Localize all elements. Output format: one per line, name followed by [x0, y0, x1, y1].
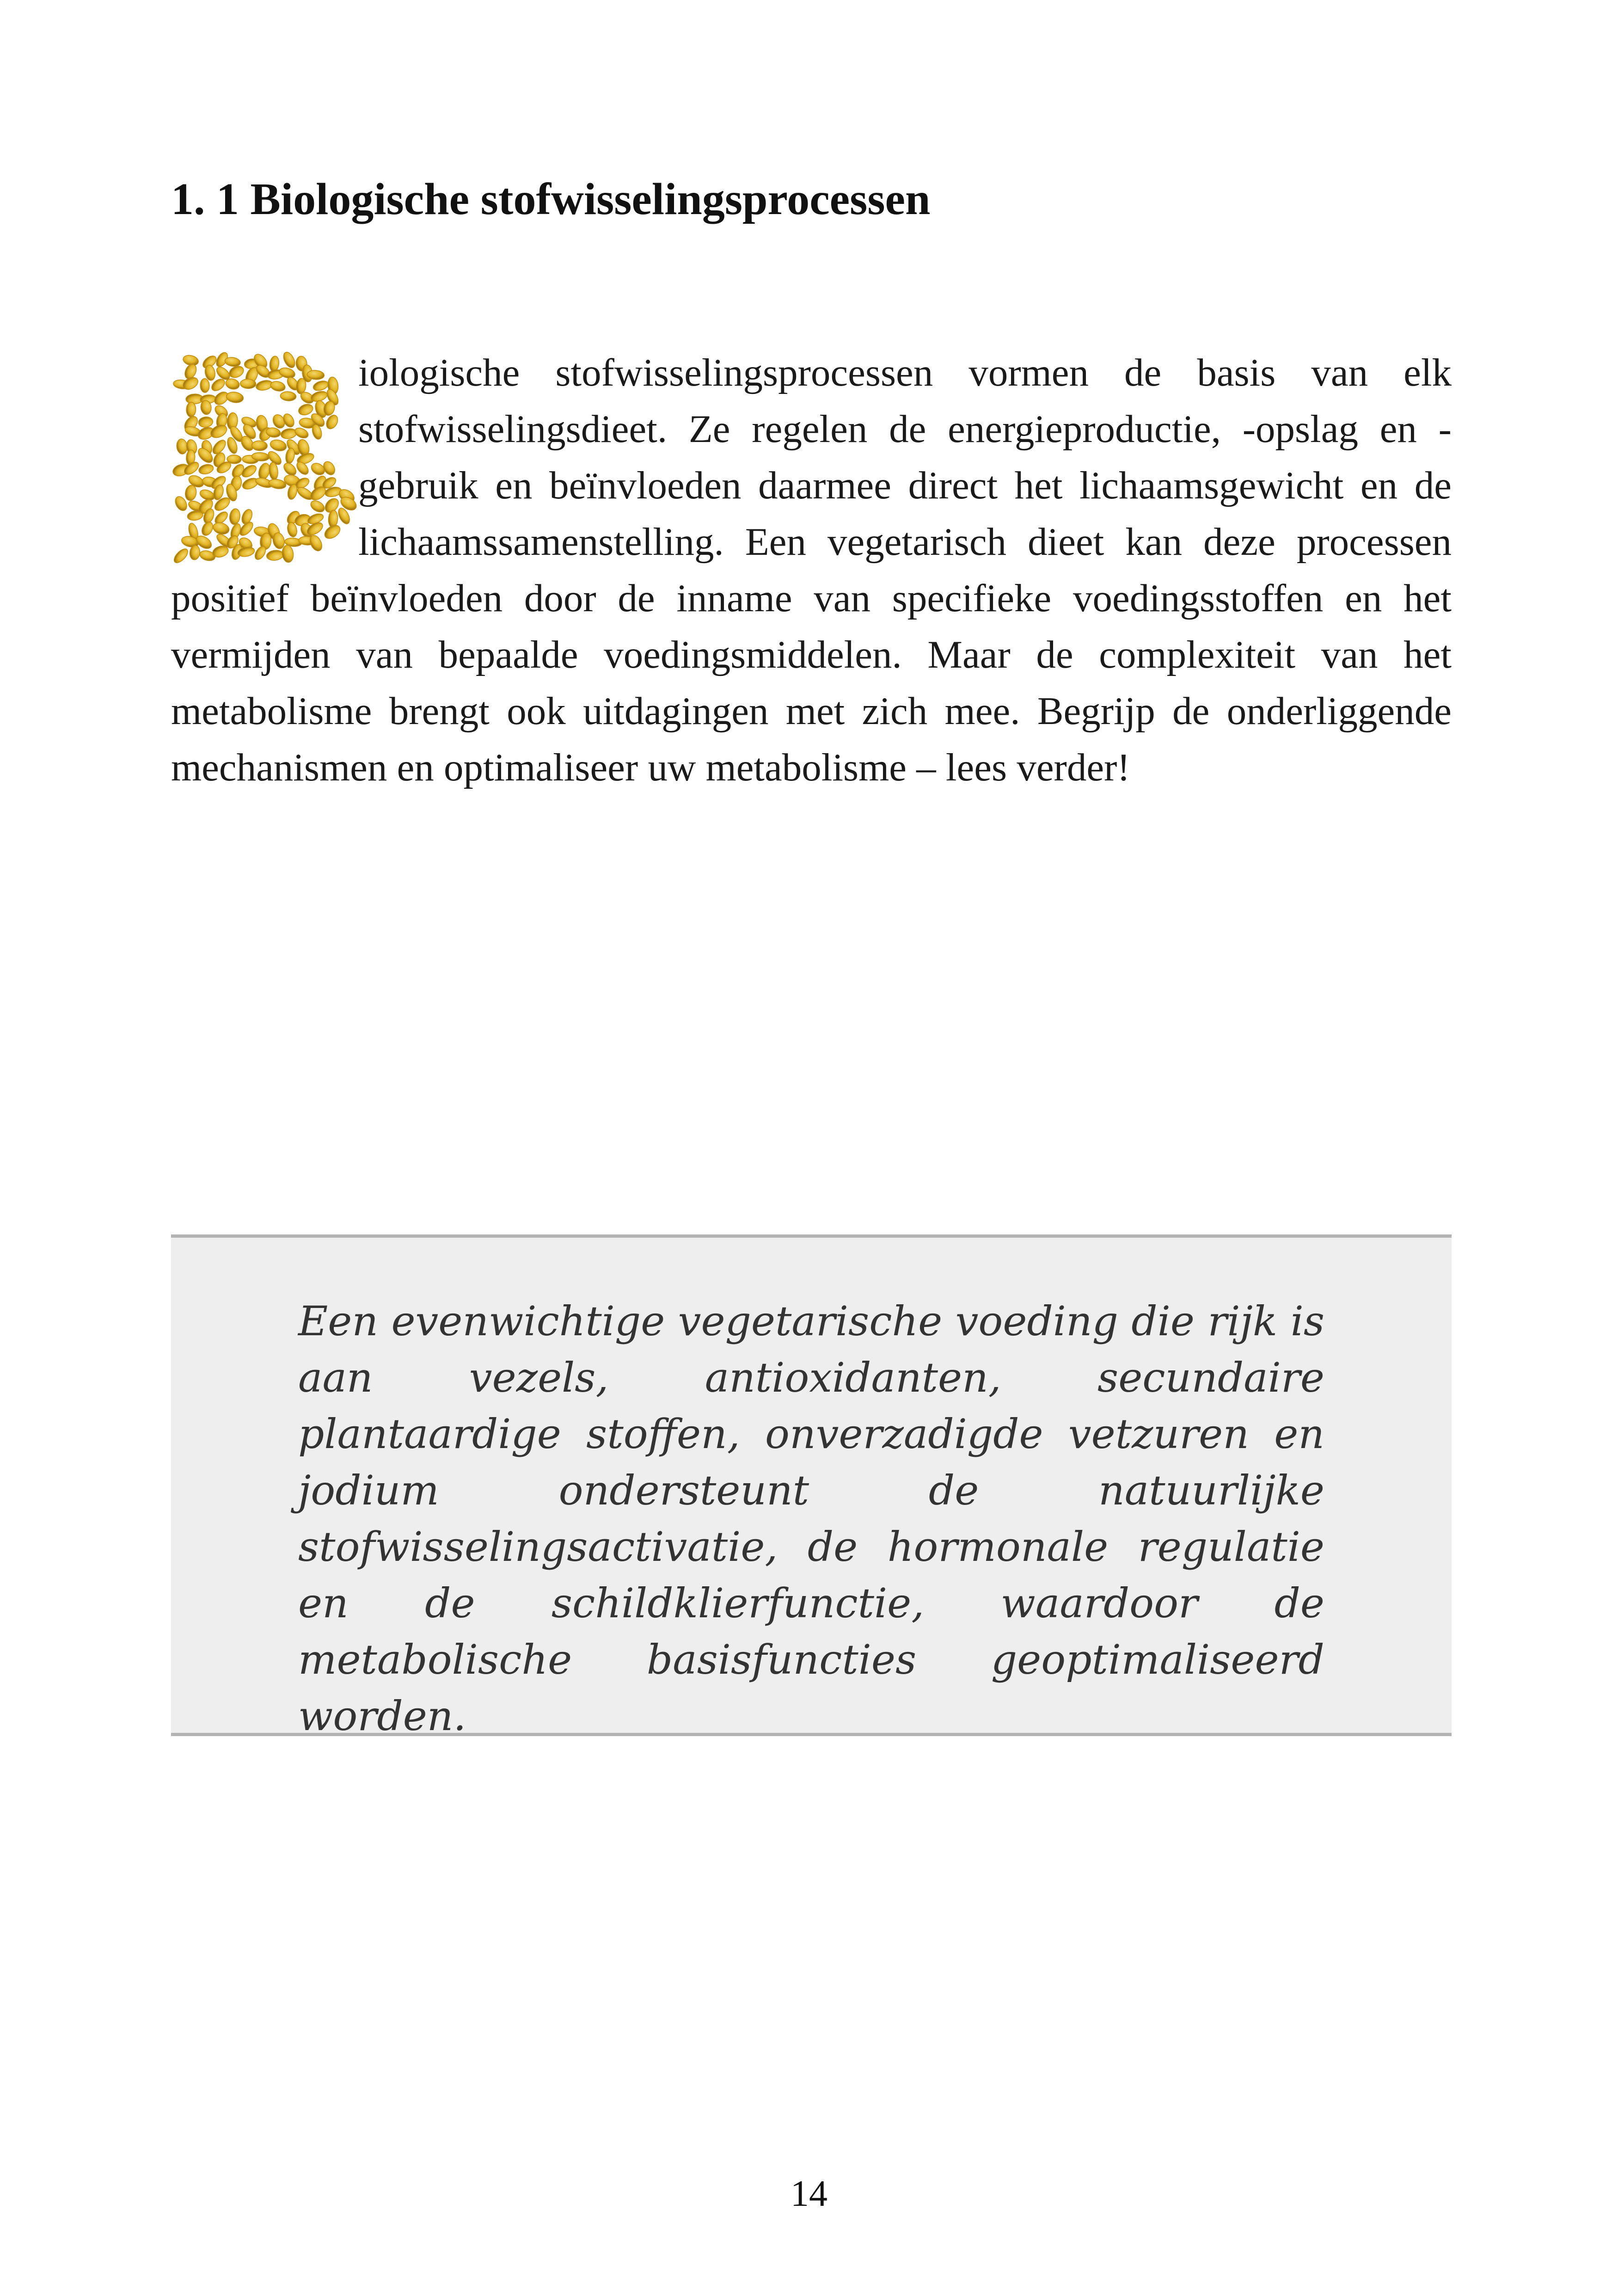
seed-capsule [227, 364, 245, 380]
seed-capsule [176, 438, 188, 454]
seed-capsule [212, 521, 230, 536]
seed-capsule [184, 485, 197, 502]
seed-capsule [200, 520, 215, 537]
seed-capsule [200, 378, 210, 393]
seed-capsule [270, 380, 286, 393]
seed-capsule [181, 375, 200, 392]
highlight-quote-text: Een evenwichtige vegetarische voeding die rijk is aan vezels, antioxidanten, secundaire plantaardige stoffen, onverzadigde vetzuren en jodium ondersteunt de natuurlijke stofwisselingsactivatie, de hormonale regulatie en de schildklierfunctie, waardoor de metabolische basisfuncties geoptimaliseerd worden. [298, 1297, 1324, 1740]
seed-capsule [251, 441, 268, 451]
seed-capsule [208, 423, 229, 440]
seed-capsule [240, 379, 256, 389]
seed-capsule [281, 545, 294, 563]
intro-paragraph-text: iologische stofwisselingsprocessen vormen de basis van elk stofwisselingsdieet. Ze regelen de energieproductie, -opslag en -gebruik en beïnvloeden daarmee direct het lichaamsgewicht en de lichaamssamenstelling. Een vegetarisch dieet kan deze processen positief beïnvloeden door de inname van specifieke voedingsstoffen en het vermijden van bepaalde voedingsmiddelen. Maar de complexiteit van het metabolisme brengt ook uitdagingen met zich mee. Begrijp de onderliggende mechanismen en optimaliseer uw metabolisme – lees verder! [171, 351, 1452, 789]
highlight-quote-box [171, 1234, 1452, 1740]
seed-capsule [198, 463, 215, 475]
seed-capsule [172, 546, 190, 564]
seed-capsule [321, 460, 337, 477]
seed-capsule [266, 549, 284, 561]
page-number: 14 [791, 2173, 827, 2214]
seed-capsule [324, 413, 340, 431]
seed-capsule [312, 379, 330, 392]
seed-capsule [226, 391, 244, 404]
seed-capsule [229, 508, 241, 525]
seed-capsule [224, 356, 241, 368]
seed-capsule [284, 447, 295, 464]
intro-paragraph [171, 344, 1452, 796]
seed-capsule-letter-b-icon [171, 351, 358, 564]
seed-capsule [186, 402, 196, 417]
seed-capsule [280, 428, 297, 440]
seed-capsule [280, 391, 296, 401]
seed-capsule [198, 416, 213, 428]
seed-capsule [281, 351, 297, 369]
seed-capsule [309, 498, 326, 514]
section-heading: 1. 1 Biologische stofwisselingsprocessen [171, 174, 931, 224]
seed-capsule [269, 438, 288, 453]
